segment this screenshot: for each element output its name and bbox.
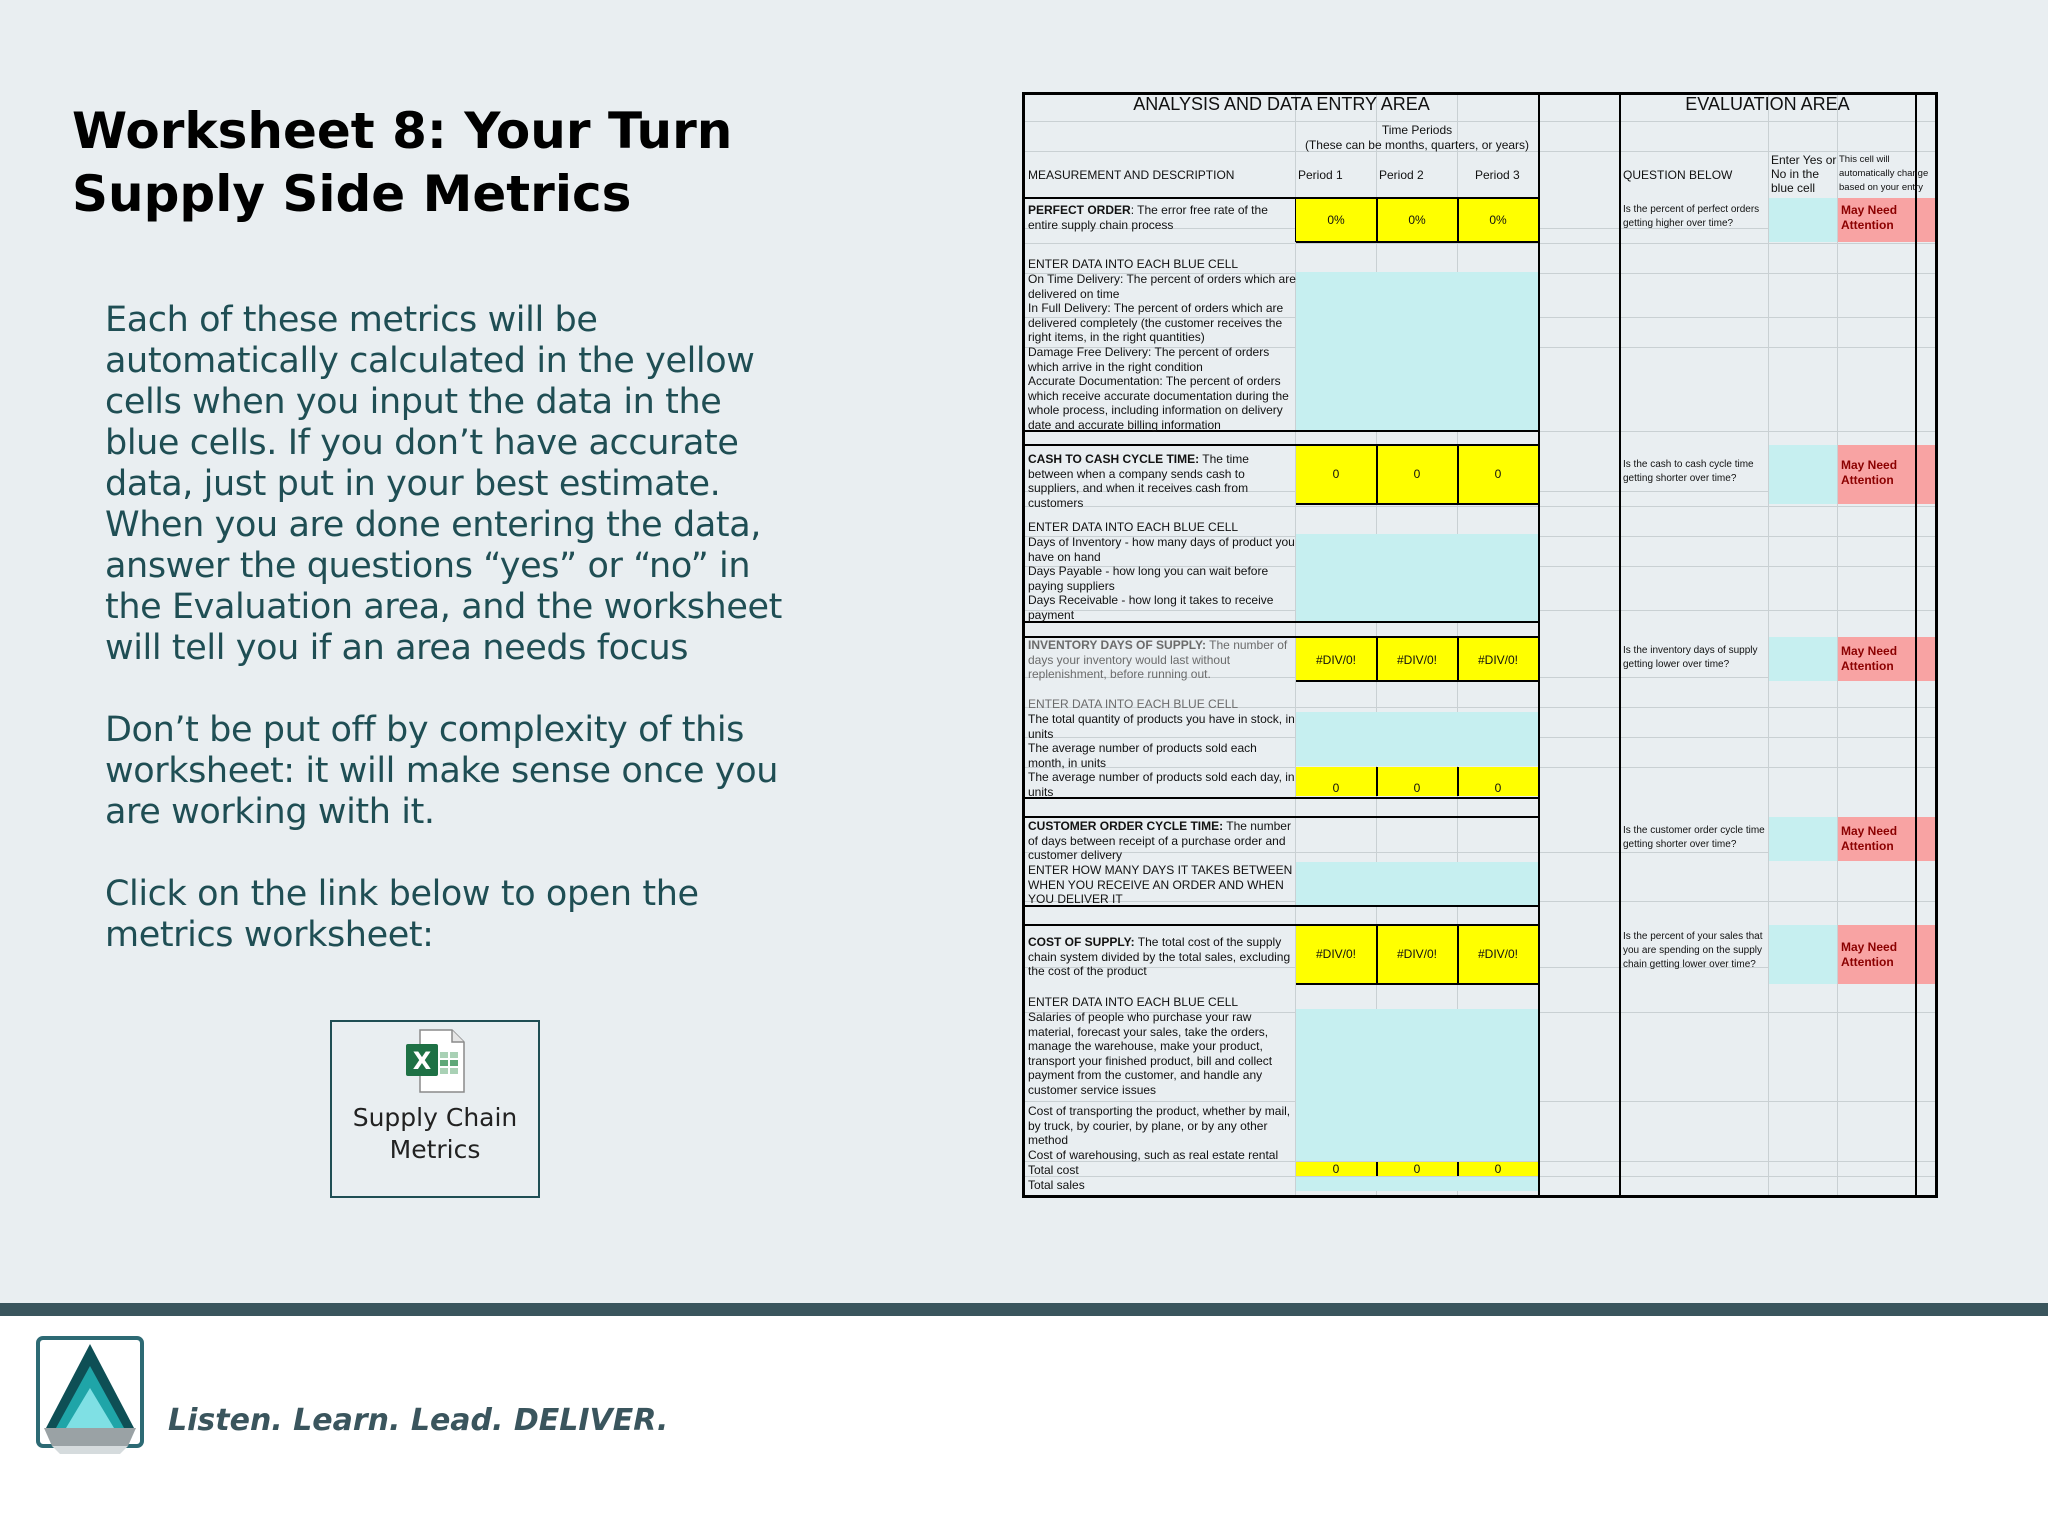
input-avg-sold-day: The average number of products sold each day, in units bbox=[1028, 770, 1295, 799]
cost-of-supply-attention: May Need Attention bbox=[1841, 940, 1898, 969]
total-cost-p2: 0 bbox=[1413, 1162, 1421, 1176]
customer-cycle-attention: May Need Attention bbox=[1841, 824, 1898, 853]
perfect-order-p1: 0% bbox=[1327, 213, 1345, 227]
avg-sold-day-p2: 0 bbox=[1413, 781, 1421, 795]
input-days-of-inventory: Days of Inventory - how many days of product you have on hand bbox=[1028, 535, 1295, 564]
perfect-order-description bbox=[1028, 203, 1294, 232]
company-logo-icon bbox=[36, 1336, 146, 1476]
period-3-header: Period 3 bbox=[1475, 168, 1520, 182]
total-cost-p1: 0 bbox=[1332, 1162, 1340, 1176]
cash-cycle-attention: May Need Attention bbox=[1841, 458, 1898, 487]
perfect-order-p3: 0% bbox=[1489, 213, 1507, 227]
footer-tagline: Listen. Learn. Lead. DELIVER. bbox=[168, 1403, 669, 1438]
metrics-spreadsheet-preview bbox=[1022, 92, 1938, 1198]
perfect-order-attention: May Need Attention bbox=[1841, 203, 1898, 232]
period-2-header: Period 2 bbox=[1379, 168, 1424, 182]
title-line-2: Supply Side Metrics bbox=[72, 165, 632, 223]
cash-cycle-desc: The time between when a company sends cash to suppliers, and when it receives cash from customers bbox=[1028, 452, 1249, 510]
inventory-days-enter-data: ENTER DATA INTO EACH BLUE CELL bbox=[1028, 697, 1239, 711]
total-cost-p3: 0 bbox=[1494, 1162, 1502, 1176]
cost-of-supply-desc: The total cost of the supply chain system divided by the total sales, excluding the cost of the product bbox=[1028, 935, 1291, 978]
analysis-area-header: ANALYSIS AND DATA ENTRY AREA bbox=[1133, 94, 1430, 114]
input-warehousing-cost: Cost of warehousing, such as real estate rental bbox=[1028, 1148, 1279, 1162]
page-title bbox=[72, 100, 732, 226]
customer-cycle-title: CUSTOMER ORDER CYCLE TIME: bbox=[1028, 819, 1224, 833]
cost-of-supply-title: COST OF SUPPLY: bbox=[1028, 935, 1135, 949]
cost-of-supply-question: Is the percent of your sales that you are spending on the supply chain getting lower over time? bbox=[1623, 931, 1763, 970]
input-in-full-delivery: In Full Delivery: The percent of orders which are delivered completely (the customer receives the right items, in the right quantities) bbox=[1028, 301, 1284, 344]
measurement-column-header: MEASUREMENT AND DESCRIPTION bbox=[1028, 168, 1235, 182]
inventory-days-description bbox=[1028, 638, 1294, 682]
cash-cycle-p1: 0 bbox=[1332, 467, 1340, 481]
avg-sold-day-p3: 0 bbox=[1494, 781, 1502, 795]
customer-cycle-desc: The number of days between receipt of a purchase order and customer delivery bbox=[1028, 819, 1291, 862]
customer-cycle-input: ENTER HOW MANY DAYS IT TAKES BETWEEN WHEN YOU RECEIVE AN ORDER AND WHEN YOU DELIVER IT bbox=[1028, 863, 1293, 906]
input-on-time-delivery: On Time Delivery: The percent of orders which are delivered on time bbox=[1028, 272, 1296, 301]
evaluation-area-header: EVALUATION AREA bbox=[1685, 94, 1850, 114]
question-column-header: QUESTION BELOW bbox=[1623, 168, 1733, 182]
cash-cycle-p2: 0 bbox=[1413, 467, 1421, 481]
total-cost-label: Total cost bbox=[1028, 1163, 1079, 1177]
input-total-quantity: The total quantity of products you have in stock, in units bbox=[1028, 712, 1295, 741]
cost-of-supply-enter-data: ENTER DATA INTO EACH BLUE CELL bbox=[1028, 995, 1239, 1009]
cash-cycle-enter-data: ENTER DATA INTO EACH BLUE CELL bbox=[1028, 520, 1239, 534]
total-sales-label: Total sales bbox=[1028, 1178, 1085, 1192]
perfect-order-p2: 0% bbox=[1408, 213, 1426, 227]
file-link-label bbox=[332, 1102, 538, 1166]
instructions bbox=[105, 300, 785, 997]
inventory-days-title: INVENTORY DAYS OF SUPPLY: bbox=[1028, 638, 1207, 652]
file-link-label-line-1: Supply Chain bbox=[352, 1103, 518, 1132]
input-transport-cost: Cost of transporting the product, whether by mail, by truck, by courier, by plane, or by any other method bbox=[1028, 1104, 1291, 1147]
excel-file-icon bbox=[402, 1028, 468, 1094]
customer-cycle-description bbox=[1028, 819, 1296, 863]
instructions-paragraph-1: Each of these metrics will be automatically calculated in the yellow cells when you input the data in the blue cells. If you don’t have accurate data, just put in your best estimate. When you are done entering the data, answer the questions “yes” or “no” in the Evaluation area, and the worksheet will tell you if an area needs focus bbox=[105, 300, 782, 668]
auto-change-header: This cell will automatically change based on your entry bbox=[1839, 154, 1929, 193]
instructions-paragraph-2: Don’t be put off by complexity of this worksheet: it will make sense once you are working with it. bbox=[105, 710, 778, 832]
input-days-payable: Days Payable - how long you can wait before paying suppliers bbox=[1028, 564, 1269, 593]
cash-cycle-title: CASH TO CASH CYCLE TIME: bbox=[1028, 452, 1200, 466]
instructions-paragraph-3: Click on the link below to open the metrics worksheet: bbox=[105, 874, 699, 955]
input-damage-free-delivery: Damage Free Delivery: The percent of orders which arrive in the right condition bbox=[1028, 345, 1270, 374]
period-1-header: Period 1 bbox=[1298, 168, 1343, 182]
cost-of-supply-description bbox=[1028, 935, 1296, 979]
input-days-receivable: Days Receivable - how long it takes to receive payment bbox=[1028, 593, 1274, 622]
perfect-order-enter-data: ENTER DATA INTO EACH BLUE CELL bbox=[1028, 257, 1239, 271]
cash-cycle-description bbox=[1028, 452, 1294, 510]
avg-sold-day-p1: 0 bbox=[1332, 781, 1340, 795]
supply-chain-metrics-file-link[interactable] bbox=[330, 1020, 540, 1198]
enter-yes-no-header: Enter Yes or No in the blue cell bbox=[1771, 153, 1837, 195]
inventory-days-desc: The number of days your inventory would last without replenishment, before running out. bbox=[1028, 638, 1288, 681]
title-line-1: Worksheet 8: Your Turn bbox=[72, 102, 733, 160]
inventory-days-question: Is the inventory days of supply getting lower over time? bbox=[1623, 645, 1758, 670]
cost-of-supply-p3: #DIV/0! bbox=[1477, 947, 1519, 961]
input-salaries: Salaries of people who purchase your raw material, forecast your sales, take the orders, manage the warehouse, make your product, transport your finished product, bill and collect payment from the customer, and handle any customer service issues bbox=[1028, 1010, 1273, 1097]
cash-cycle-question: Is the cash to cash cycle time getting shorter over time? bbox=[1623, 459, 1754, 484]
input-accurate-documentation: Accurate Documentation: The percent of orders which receive accurate documentation during the whole process, including information on delivery date and accurate billing information bbox=[1028, 374, 1289, 432]
time-periods-label: Time Periods bbox=[1381, 123, 1453, 137]
file-link-label-line-2: Metrics bbox=[389, 1135, 481, 1164]
inventory-days-p2: #DIV/0! bbox=[1396, 653, 1438, 667]
inventory-days-p3: #DIV/0! bbox=[1477, 653, 1519, 667]
perfect-order-title: PERFECT ORDER bbox=[1028, 203, 1131, 217]
customer-cycle-question: Is the customer order cycle time getting shorter over time? bbox=[1623, 825, 1765, 850]
input-avg-sold-month: The average number of products sold each month, in units bbox=[1028, 741, 1257, 770]
footer-divider bbox=[0, 1303, 2048, 1316]
perfect-order-desc: : The error free rate of the entire supply chain process bbox=[1028, 203, 1268, 232]
inventory-days-attention: May Need Attention bbox=[1841, 644, 1898, 673]
time-periods-note: (These can be months, quarters, or years) bbox=[1304, 138, 1530, 152]
cost-of-supply-p2: #DIV/0! bbox=[1396, 947, 1438, 961]
inventory-days-p1: #DIV/0! bbox=[1315, 653, 1357, 667]
cash-cycle-p3: 0 bbox=[1494, 467, 1502, 481]
perfect-order-question: Is the percent of perfect orders getting higher over time? bbox=[1623, 204, 1760, 229]
cost-of-supply-p1: #DIV/0! bbox=[1315, 947, 1357, 961]
svg-text:X: X bbox=[412, 1047, 432, 1075]
